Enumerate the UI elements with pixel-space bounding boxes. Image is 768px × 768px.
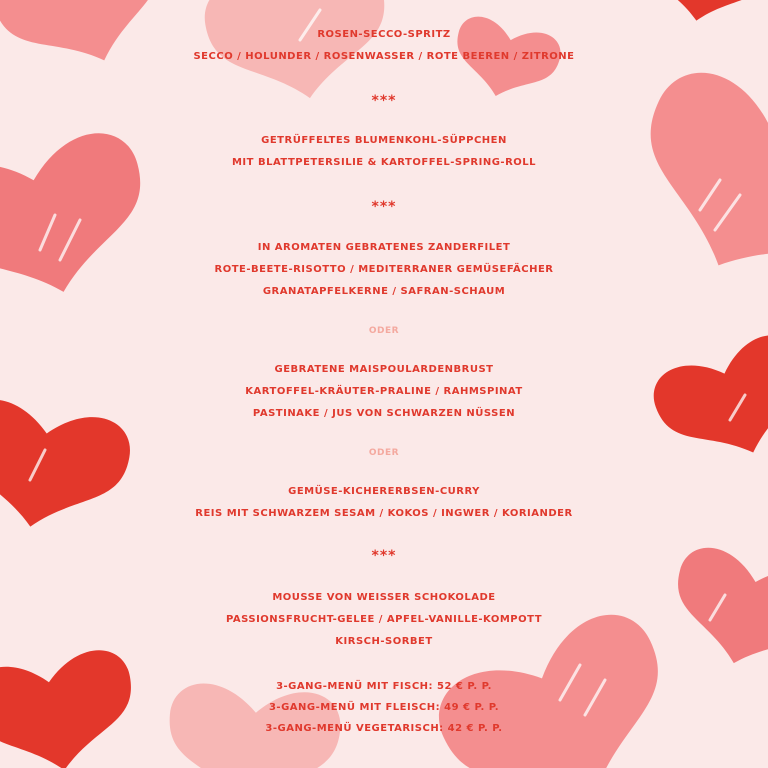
course3c-ingredients: REIS MIT SCHWARZEM SESAM / KOKOS / INGWER / KORIANDER — [195, 508, 573, 519]
course2-ingredients: MIT BLATTPETERSILIE & KARTOFFEL-SPRING-ROLL — [231, 157, 537, 168]
separator: *** — [371, 93, 397, 109]
price-vegetarian: 3-GANG-MENÜ VEGETARISCH: 42 € P. P. — [265, 723, 503, 734]
course3a-title: IN AROMATEN GEBRATENES ZANDERFILET — [257, 242, 511, 253]
separator: *** — [371, 548, 397, 564]
dessert-ingredients-1: PASSIONSFRUCHT-GELEE / APFEL-VANILLE-KOMPOTT — [225, 614, 543, 625]
course3b-title: GEBRATENE MAISPOULARDENBRUST — [274, 364, 494, 375]
course1-title: ROSEN-SECCO-SPRITZ — [317, 29, 451, 40]
dessert-title: MOUSSE VON WEISSER SCHOKOLADE — [272, 592, 496, 603]
course2-title: GETRÜFFELTES BLUMENKOHL-SÜPPCHEN — [261, 135, 507, 146]
course3a-ingredients-1: ROTE-BEETE-RISOTTO / MEDITERRANER GEMÜSEFÄCHER — [214, 264, 554, 275]
course3c-title: GEMÜSE-KICHERERBSEN-CURRY — [288, 486, 480, 497]
oder-label: ODER — [368, 448, 400, 458]
price-meat: 3-GANG-MENÜ MIT FLEISCH: 49 € P. P. — [268, 702, 500, 713]
course3b-ingredients-1: KARTOFFEL-KRÄUTER-PRALINE / RAHMSPINAT — [245, 386, 523, 397]
oder-label: ODER — [368, 326, 400, 336]
course3a-ingredients-2: GRANATAPFELKERNE / SAFRAN-SCHAUM — [262, 286, 506, 297]
separator: *** — [371, 199, 397, 215]
course3b-ingredients-2: PASTINAKE / JUS VON SCHWARZEN NÜSSEN — [252, 408, 516, 419]
price-fish: 3-GANG-MENÜ MIT FISCH: 52 € P. P. — [276, 681, 492, 692]
course1-ingredients: SECCO / HOLUNDER / ROSENWASSER / ROTE BEEREN / ZITRONE — [193, 51, 575, 62]
dessert-ingredients-2: KIRSCH-SORBET — [335, 636, 433, 647]
